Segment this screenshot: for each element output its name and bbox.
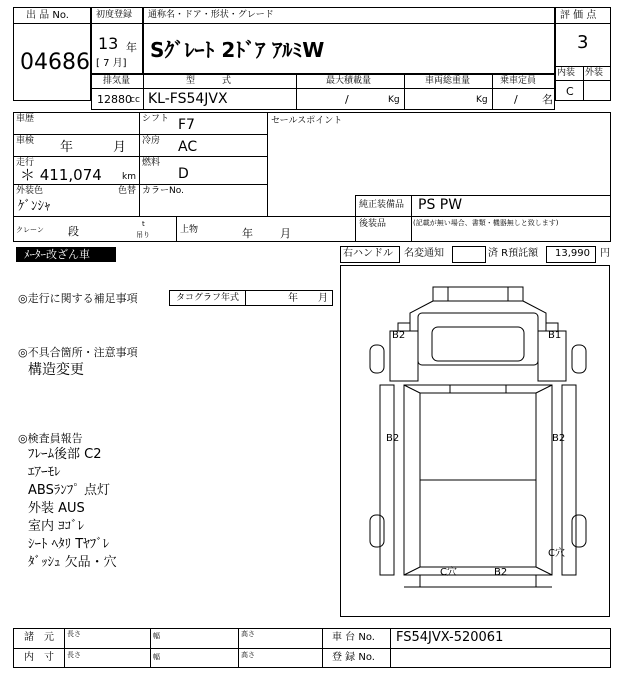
first-reg-label: 初度登録 xyxy=(96,10,133,20)
diagram-mark: C穴 xyxy=(440,567,457,578)
fuel-label: 燃料 xyxy=(142,158,161,168)
crane-label: クレーン xyxy=(16,226,44,234)
name-change-box xyxy=(452,246,486,263)
score-label: 評 価 点 xyxy=(560,10,597,21)
diagram-mark: B1 xyxy=(548,330,562,341)
max-load-value: / xyxy=(345,93,349,106)
diagram-mark: C穴 xyxy=(548,548,565,559)
crane-t: t xyxy=(142,220,145,228)
sales-point-label: セールスポイント xyxy=(271,116,343,126)
truck-diagram xyxy=(340,265,610,617)
equipment-value: PS PW xyxy=(418,197,463,213)
body-month: 月 xyxy=(280,227,291,240)
model-code: KL-FS54JVX xyxy=(148,91,228,107)
mileage-label: 走行 xyxy=(16,158,35,168)
inspector-line: ABSﾗﾝﾌﾟ 点灯 xyxy=(28,483,110,498)
length-label: 長さ xyxy=(67,630,81,638)
diagram-mark: B2 xyxy=(552,433,566,444)
gross-weight-unit: Kg xyxy=(476,95,488,105)
exterior-label: 外装 xyxy=(585,68,604,78)
chassis-no: FS54JVX-520061 xyxy=(396,630,504,645)
tacho-year: 年 xyxy=(288,293,298,304)
capacity-unit: 名 xyxy=(542,93,553,106)
ext-color-label: 外装色 xyxy=(16,186,44,196)
fuel-value: D xyxy=(178,166,189,182)
inspector-line: ｴｱｰﾓﾚ xyxy=(28,465,61,480)
capacity-label: 乗車定員 xyxy=(500,76,537,86)
length-label-2: 長さ xyxy=(67,651,81,659)
height-label: 高さ xyxy=(241,630,255,638)
defect-item: 構造変更 xyxy=(28,362,84,378)
history-label: 車歴 xyxy=(16,114,35,124)
name-change-label: 名変通知 xyxy=(404,248,444,259)
inspection-month: 月 xyxy=(113,140,127,155)
interior-score: C xyxy=(566,85,574,98)
mileage-value: ＊ 411,074 xyxy=(20,166,102,184)
first-reg-year-unit: 年 xyxy=(126,41,137,54)
inspector-line: ﾀﾞｯｼｭ 欠品・穴 xyxy=(28,555,117,570)
inspector-line: 外装 AUS xyxy=(28,501,85,516)
inspector-line: ｼｰﾄ ﾍﾀﾘ Tﾔﾌﾞﾚ xyxy=(28,537,110,552)
lot-no-label: 出 品 No. xyxy=(26,10,69,21)
odometer-tampered-text: ﾒｰﾀｰ改ざん車 xyxy=(24,248,90,261)
score-value: 3 xyxy=(577,32,589,53)
shift-value: F7 xyxy=(178,117,195,133)
inspector-label: ◎検査員報告 xyxy=(18,432,83,445)
recycle-label: 済 R預託額 xyxy=(488,248,539,259)
width-label-2: 幅 xyxy=(153,653,160,661)
model-name: Sｸﾞﾚｰﾄ 2ﾄﾞｱ ｱﾙﾐW xyxy=(150,38,325,62)
model-title-label: 通称名・ドア・形状・グレード xyxy=(148,10,274,20)
inspector-line: 室内 ﾖｺﾞﾚ xyxy=(28,519,85,534)
shift-label: シフト xyxy=(142,114,170,124)
displacement-value: 12880 xyxy=(97,93,132,106)
ac-value: AC xyxy=(178,139,198,155)
inspector-line: ﾌﾚｰﾑ後部 C2 xyxy=(28,447,102,462)
color-code-label: カラーNo. xyxy=(142,186,184,196)
recycle-amount: 13,990 xyxy=(555,248,590,259)
diagram-mark: B2 xyxy=(386,433,400,444)
interior-label: 内装 xyxy=(557,68,576,78)
driving-notes-label: ◎走行に関する補足事項 xyxy=(18,292,138,305)
ext-color-value: ｹﾞﾝｼｬ xyxy=(18,199,51,214)
defects-label: ◎不具合箇所・注意事項 xyxy=(18,346,138,359)
chassis-no-label: 車 台 No. xyxy=(332,632,375,643)
ac-label: 冷房 xyxy=(142,136,161,146)
diagram-mark: B2 xyxy=(494,567,508,578)
model-code-label: 型 式 xyxy=(186,76,232,86)
displacement-unit: cc xyxy=(130,95,140,105)
aftermarket-label: 後装品 xyxy=(359,219,387,229)
equipment-label: 純正装備品 xyxy=(359,200,405,210)
capacity-value: / xyxy=(514,93,518,106)
tachograph-label: タコグラフ年式 xyxy=(176,293,240,303)
rhd-label: 右ハンドル xyxy=(343,248,393,259)
inspection-label: 車検 xyxy=(16,136,35,146)
width-label: 幅 xyxy=(153,632,160,640)
color-change-label: 色替 xyxy=(118,186,137,196)
max-load-label: 最大積載量 xyxy=(326,76,372,86)
first-reg-year: 13 xyxy=(98,34,119,53)
lot-no: 04686 xyxy=(20,50,90,75)
reg-no-label: 登 録 No. xyxy=(332,652,375,663)
height-label-2: 高さ xyxy=(241,651,255,659)
max-load-unit: Kg xyxy=(388,95,400,105)
inner-dims-row-label: 内 寸 xyxy=(24,652,54,663)
gross-weight-label: 車両総重量 xyxy=(425,76,471,86)
recycle-yen: 円 xyxy=(600,248,610,259)
first-reg-month: [ 7 月] xyxy=(96,58,127,69)
diagram-mark: B2 xyxy=(392,330,406,341)
crane-dan: 段 xyxy=(68,225,79,238)
inspection-year: 年 xyxy=(60,140,74,155)
crane-tsuri: 吊り xyxy=(136,231,150,239)
body-label: 上物 xyxy=(180,225,199,235)
specs-row-label: 諸 元 xyxy=(24,632,54,643)
mileage-unit: km xyxy=(122,172,136,182)
tacho-month: 月 xyxy=(318,293,328,304)
displacement-label: 排気量 xyxy=(103,76,131,86)
body-year: 年 xyxy=(242,227,253,240)
aftermarket-note: (記載が無い場合、書類・機器無しと致します) xyxy=(413,219,559,227)
